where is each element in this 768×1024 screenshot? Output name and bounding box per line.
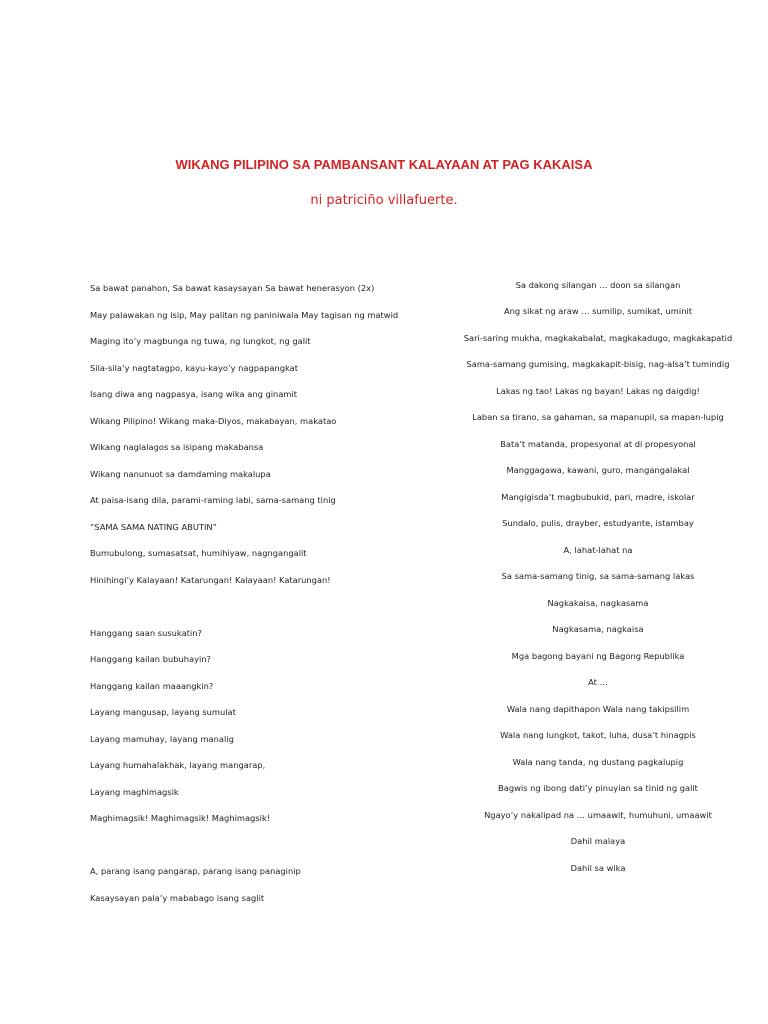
right-column-line: Lakas ng tao! Lakas ng bayan! Lakas ng daigdig! xyxy=(496,386,700,396)
left-column-line: Wikang Pilipino! Wikang maka-Diyos, makabayan, makatao xyxy=(90,416,337,426)
left-column-line: Layang mangusap, layang sumulat xyxy=(90,707,236,717)
left-column-line: May palawakan ng isip, May palitan ng paniniwala May tagisan ng matwid xyxy=(90,310,399,320)
left-column-line: Maghimagsik! Maghimagsik! Maghimagsik! xyxy=(90,813,271,823)
left-column-line: Isang diwa ang nagpasya, isang wika ang ginamit xyxy=(90,389,298,399)
right-column-line: Dahil malaya xyxy=(570,836,626,846)
left-column-line: Layang mamuhay, layang manalig xyxy=(90,734,234,744)
left-column-line: At paisa-isang dila, parami-raming labi, sama-samang tinig xyxy=(90,495,336,505)
right-column-line: Mangigisda’t magbubukid, pari, madre, iskolar xyxy=(501,492,695,502)
right-column-line: Mga bagong bayani ng Bagong Republika xyxy=(511,651,685,661)
right-column-line: Ang sikat ng araw … sumilip, sumikat, uminit xyxy=(503,306,693,316)
right-column-line: Sundalo, pulis, drayber, estudyante, istambay xyxy=(502,518,694,528)
right-column-line: Bata’t matanda, propesyonal at di propesyonal xyxy=(500,439,696,449)
left-column-line: Hanggang kailan bubuhayin? xyxy=(90,654,211,664)
right-column-line: At … xyxy=(588,677,608,687)
right-column-line: Sama-samang gumising, magkakapit-bisig, nag-alsa’t tumindig xyxy=(466,359,730,369)
right-column-line: Nagkakaisa, nagkasama xyxy=(547,598,649,608)
right-column-line: Sa sama-samang tinig, sa sama-samang lakas xyxy=(501,571,695,581)
right-column-line: Wala nang tanda, ng dustang pagkalupig xyxy=(512,757,684,767)
left-column-line: Hanggang saan susukatin? xyxy=(90,628,202,638)
left-column-line: Maging ito’y magbunga ng tuwa, ng lungkot, ng galit xyxy=(90,336,311,346)
left-column-line: Hanggang kailan maaangkin? xyxy=(90,681,214,691)
left-column-line: Bumubulong, sumasatsat, humihiyaw, nagngangalit xyxy=(90,548,307,558)
left-column-line: Sila-sila’y nagtatagpo, kayu-kayo’y nagpapangkat xyxy=(90,363,298,373)
poem-title: WIKANG PILIPINO SA PAMBANSANT KALAYAAN AT PAG KAKAISA xyxy=(175,157,593,172)
right-column-line: A, lahat-lahat na xyxy=(563,545,633,555)
left-column-line: Hinihingi’y Kalayaan! Katarungan! Kalayaan! Katarungan! xyxy=(90,575,331,585)
left-column-line: Layang maghimagsik xyxy=(90,787,179,797)
right-column-line: Laban sa tirano, sa gahaman, sa mapanupil, sa mapan-lupig xyxy=(472,412,724,422)
right-column-line: Manggagawa, kawani, guro, mangangalakal xyxy=(506,465,690,475)
right-column-line: Nagkasama, nagkaisa xyxy=(552,624,644,634)
left-column-line: Sa bawat panahon, Sa bawat kasaysayan Sa bawat henerasyon (2x) xyxy=(90,283,375,293)
left-column-line: A, parang isang pangarap, parang isang panaginip xyxy=(90,866,301,876)
right-column-line: Sari-saring mukha, magkakabalat, magkakadugo, magkakapatid xyxy=(463,333,733,343)
right-column-line: Wala nang lungkot, takot, luha, dusa’t hinagpis xyxy=(500,730,696,740)
poem-author: ni patriciño villafuerte. xyxy=(310,193,458,208)
right-column-line: Dahil sa wika xyxy=(570,863,626,873)
left-column-line: Wikang naglalagos sa isipang makabansa xyxy=(90,442,264,452)
left-column-line: Kasaysayan pala’y mababago isang saglit xyxy=(90,893,265,903)
right-column-line: Wala nang dapithapon Wala nang takipsilim xyxy=(506,704,690,714)
right-column-line: Bagwis ng ibong dati’y pinuyian sa tinid ng galit xyxy=(498,783,698,793)
left-column-line: “SAMA SAMA NATING ABUTIN” xyxy=(90,522,217,532)
right-column-line: Ngayo’y nakalipad na … umaawit, humuhuni, umaawit xyxy=(484,810,712,820)
left-column-line: Wikang nanunuot sa damdaming makalupa xyxy=(90,469,271,479)
left-column-line: Layang humahalakhak, layang mangarap, xyxy=(90,760,266,770)
right-column-line: Sa dakong silangan … doon sa silangan xyxy=(515,280,681,290)
